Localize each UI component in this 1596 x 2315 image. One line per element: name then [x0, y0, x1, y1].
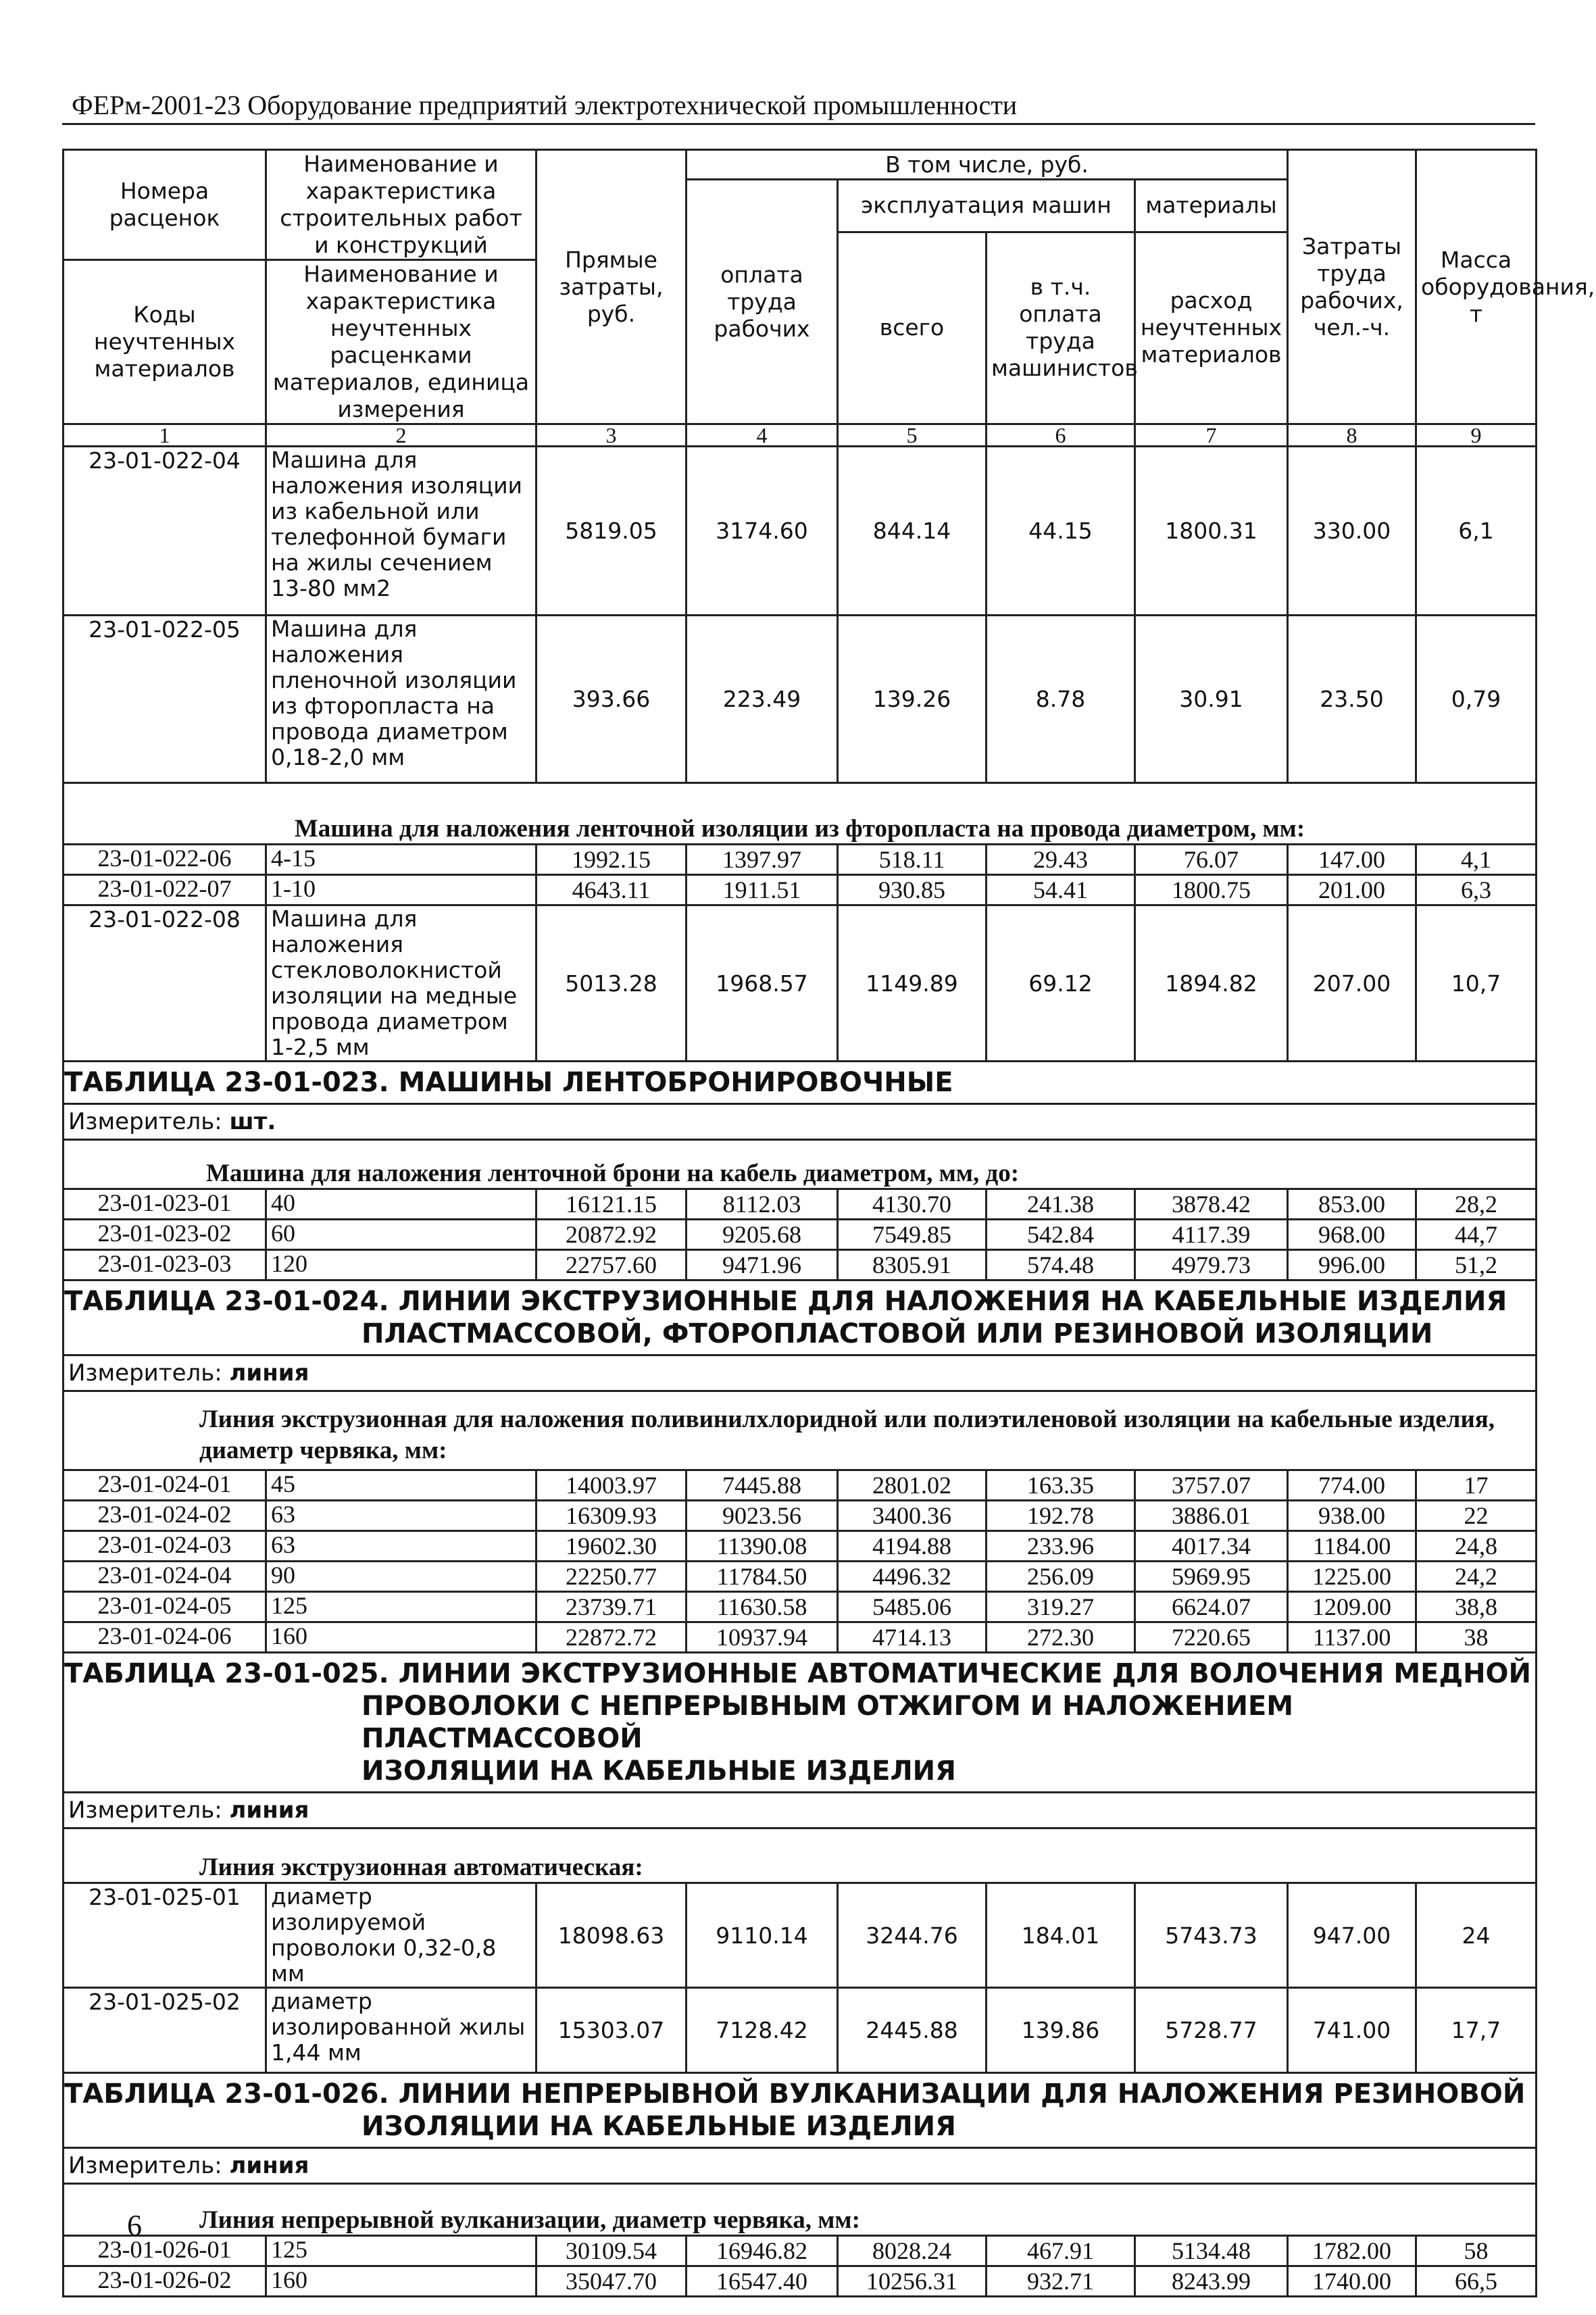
group-subheading: Линия экструзионная для наложения поливинилхлоридной или полиэтиленовой изоляции на кабельные изделия, диаметр червяка, мм: — [64, 1391, 1537, 1470]
worker-pay-value: 9023.56 — [687, 1501, 838, 1531]
unit-row — [64, 1793, 1537, 1828]
work-description: 40 — [266, 1189, 537, 1220]
rate-code: 23-01-022-05 — [64, 616, 266, 783]
operator-pay-value: 272.30 — [987, 1622, 1135, 1653]
work-description: 4-15 — [266, 845, 537, 875]
worker-pay-value: 9471.96 — [687, 1250, 838, 1280]
operator-pay-value: 69.12 — [987, 905, 1135, 1062]
work-description: 90 — [266, 1562, 537, 1592]
rate-code: 23-01-022-07 — [64, 875, 266, 905]
mass-value: 51,2 — [1416, 1250, 1537, 1280]
mass-value: 0,79 — [1416, 616, 1537, 783]
page-number: 6 — [127, 2209, 142, 2242]
rate-code: 23-01-025-01 — [64, 1883, 266, 1988]
head-material-codes: Коды неучтенных материалов — [64, 260, 266, 424]
machines-total-value: 3244.76 — [838, 1883, 987, 1988]
table-row — [64, 1622, 1537, 1653]
labor-hours-value: 1225.00 — [1288, 1562, 1416, 1592]
machines-total-value: 139.26 — [838, 616, 987, 783]
materials-value: 5134.48 — [1135, 2236, 1288, 2266]
operator-pay-value: 241.38 — [987, 1189, 1135, 1220]
materials-value: 1894.82 — [1135, 905, 1288, 1062]
mass-value: 22 — [1416, 1501, 1537, 1531]
group-subheading-row — [64, 1391, 1537, 1470]
work-description: 160 — [266, 1622, 537, 1653]
head-machine-operation: эксплуатация машин — [838, 180, 1135, 232]
unit-value: линия — [229, 1797, 309, 1824]
work-description: 45 — [266, 1470, 537, 1501]
mass-value: 24,8 — [1416, 1531, 1537, 1562]
table-title: ТАБЛИЦА 23-01-023. МАШИНЫ ЛЕНТОБРОНИРОВОЧНЫЕ — [64, 1062, 1537, 1104]
table-row — [64, 845, 1537, 875]
mass-value: 58 — [1416, 2236, 1537, 2266]
machines-total-value: 7549.85 — [838, 1220, 987, 1250]
direct-costs-value: 5013.28 — [537, 905, 687, 1062]
work-description: 63 — [266, 1501, 537, 1531]
mass-value: 6,3 — [1416, 875, 1537, 905]
labor-hours-value: 741.00 — [1288, 1988, 1416, 2073]
operator-pay-value: 256.09 — [987, 1562, 1135, 1592]
operator-pay-value: 54.41 — [987, 875, 1135, 905]
table-row — [64, 1562, 1537, 1592]
table-row — [64, 875, 1537, 905]
head-machines-total: всего — [838, 232, 987, 424]
table-title — [64, 1653, 1537, 1793]
materials-value: 3878.42 — [1135, 1189, 1288, 1220]
machines-total-value: 8028.24 — [838, 2236, 987, 2266]
table-row — [64, 1988, 1537, 2073]
machines-total-value: 4194.88 — [838, 1531, 987, 1562]
materials-value: 7220.65 — [1135, 1622, 1288, 1653]
unit-value: линия — [229, 1360, 309, 1387]
unit-row — [64, 1355, 1537, 1391]
mass-value: 17 — [1416, 1470, 1537, 1501]
mass-value: 10,7 — [1416, 905, 1537, 1062]
unit-line — [64, 1793, 1537, 1828]
worker-pay-value: 223.49 — [687, 616, 838, 783]
price-table — [62, 149, 1595, 2297]
group-subheading: Линия непрерывной вулканизации, диаметр червяка, мм: — [64, 2184, 1537, 2236]
materials-value: 3886.01 — [1135, 1501, 1288, 1531]
operator-pay-value: 139.86 — [987, 1988, 1135, 2073]
labor-hours-value: 774.00 — [1288, 1470, 1416, 1501]
work-description: Машина для наложения стекловолокнистой изоляции на медные провода диаметром 1-2,5 мм — [266, 905, 537, 1062]
header-rule — [62, 123, 1535, 125]
rate-code: 23-01-022-06 — [64, 845, 266, 875]
worker-pay-value: 9110.14 — [687, 1883, 838, 1988]
mass-value: 44,7 — [1416, 1220, 1537, 1250]
direct-costs-value: 16121.15 — [537, 1189, 687, 1220]
operator-pay-value: 574.48 — [987, 1250, 1135, 1280]
table-title-row — [64, 2073, 1537, 2148]
mass-value: 4,1 — [1416, 845, 1537, 875]
operator-pay-value: 319.27 — [987, 1592, 1135, 1622]
worker-pay-value: 1397.97 — [687, 845, 838, 875]
rate-code: 23-01-026-02 — [64, 2266, 266, 2297]
table-row — [64, 1883, 1537, 1988]
materials-value: 76.07 — [1135, 845, 1288, 875]
head-row-1 — [64, 150, 1537, 180]
rate-code: 23-01-024-06 — [64, 1622, 266, 1653]
head-operator-pay: в т.ч. оплата труда машинистов — [987, 232, 1135, 424]
head-unaccounted-materials: расход неучтенных материалов — [1135, 232, 1288, 424]
group-subheading: Машина для наложения ленточной изоляции из фторопласта на провода диаметром, мм: — [64, 783, 1537, 845]
rate-code: 23-01-023-03 — [64, 1250, 266, 1280]
head-work-name: Наименование и характеристика строительных работ и конструкций — [266, 150, 537, 260]
labor-hours-value: 201.00 — [1288, 875, 1416, 905]
direct-costs-value: 15303.07 — [537, 1988, 687, 2073]
machines-total-value: 2445.88 — [838, 1988, 987, 2073]
work-description: 1-10 — [266, 875, 537, 905]
labor-hours-value: 330.00 — [1288, 447, 1416, 616]
worker-pay-value: 1968.57 — [687, 905, 838, 1062]
direct-costs-value: 18098.63 — [537, 1883, 687, 1988]
work-description: 60 — [266, 1220, 537, 1250]
rate-code: 23-01-025-02 — [64, 1988, 266, 2073]
unit-label: Измеритель: — [68, 1108, 222, 1135]
labor-hours-value: 147.00 — [1288, 845, 1416, 875]
direct-costs-value: 20872.92 — [537, 1220, 687, 1250]
labor-hours-value: 1740.00 — [1288, 2266, 1416, 2297]
column-number: 5 — [838, 424, 987, 447]
labor-hours-value: 947.00 — [1288, 1883, 1416, 1988]
column-number: 6 — [987, 424, 1135, 447]
work-description: Машина для наложения пленочной изоляции из фторопласта на провода диаметром 0,18-2,0 мм — [266, 616, 537, 783]
direct-costs-value: 5819.05 — [537, 447, 687, 616]
head-rate-numbers: Номера расценок — [64, 150, 266, 260]
work-description: диаметр изолируемой проволоки 0,32-0,8 мм — [266, 1883, 537, 1988]
machines-total-value: 4130.70 — [838, 1189, 987, 1220]
group-subheading-row — [64, 783, 1537, 845]
direct-costs-value: 16309.93 — [537, 1501, 687, 1531]
worker-pay-value: 9205.68 — [687, 1220, 838, 1250]
machines-total-value: 8305.91 — [838, 1250, 987, 1280]
table-title-row — [64, 1280, 1537, 1355]
materials-value: 4017.34 — [1135, 1531, 1288, 1562]
table-title-row — [64, 1062, 1537, 1104]
head-worker-pay: оплата труда рабочих — [687, 180, 838, 424]
mass-value: 38,8 — [1416, 1592, 1537, 1622]
work-description: Машина для наложения изоляции из кабельной или телефонной бумаги на жилы сечением 13-80 мм2 — [266, 447, 537, 616]
materials-value: 8243.99 — [1135, 2266, 1288, 2297]
head-direct-costs: Прямые затраты, руб. — [537, 150, 687, 424]
column-number: 2 — [266, 424, 537, 447]
table-row — [64, 1470, 1537, 1501]
operator-pay-value: 192.78 — [987, 1501, 1135, 1531]
head-material-name: Наименование и характеристика неучтенных расценками материалов, единица измерения — [266, 260, 537, 424]
machines-total-value: 518.11 — [838, 845, 987, 875]
running-header: ФЕРм-2001-23 Оборудование предприятий электротехнической промышленности — [72, 90, 1018, 120]
rate-code: 23-01-024-03 — [64, 1531, 266, 1562]
direct-costs-value: 35047.70 — [537, 2266, 687, 2297]
labor-hours-value: 938.00 — [1288, 1501, 1416, 1531]
table-title-row — [64, 1653, 1537, 1793]
head-equipment-mass: Масса оборудования, т — [1416, 150, 1537, 424]
mass-value: 24,2 — [1416, 1562, 1537, 1592]
mass-value: 6,1 — [1416, 447, 1537, 616]
head-including: В том числе, руб. — [687, 150, 1288, 180]
labor-hours-value: 1782.00 — [1288, 2236, 1416, 2266]
machines-total-value: 2801.02 — [838, 1470, 987, 1501]
direct-costs-value: 4643.11 — [537, 875, 687, 905]
column-number: 4 — [687, 424, 838, 447]
labor-hours-value: 207.00 — [1288, 905, 1416, 1062]
materials-value: 1800.75 — [1135, 875, 1288, 905]
worker-pay-value: 10937.94 — [687, 1622, 838, 1653]
materials-value: 4117.39 — [1135, 1220, 1288, 1250]
document-page — [62, 0, 1595, 2315]
materials-value: 5728.77 — [1135, 1988, 1288, 2073]
group-subheading-row — [64, 2184, 1537, 2236]
machines-total-value: 4714.13 — [838, 1622, 987, 1653]
direct-costs-value: 30109.54 — [537, 2236, 687, 2266]
work-description: 125 — [266, 1592, 537, 1622]
machines-total-value: 10256.31 — [838, 2266, 987, 2297]
worker-pay-value: 11630.58 — [687, 1592, 838, 1622]
table-title — [64, 2073, 1537, 2148]
table-row — [64, 905, 1537, 1062]
table-row — [64, 1189, 1537, 1220]
operator-pay-value: 163.35 — [987, 1470, 1135, 1501]
rate-code: 23-01-024-01 — [64, 1470, 266, 1501]
machines-total-value: 3400.36 — [838, 1501, 987, 1531]
labor-hours-value: 1209.00 — [1288, 1592, 1416, 1622]
work-description: диаметр изолированной жилы 1,44 мм — [266, 1988, 537, 2073]
operator-pay-value: 29.43 — [987, 845, 1135, 875]
materials-value: 1800.31 — [1135, 447, 1288, 616]
unit-label: Измеритель: — [68, 1360, 222, 1387]
group-subheading: Машина для наложения ленточной брони на кабель диаметром, мм, до: — [64, 1140, 1537, 1189]
operator-pay-value: 542.84 — [987, 1220, 1135, 1250]
rate-code: 23-01-024-05 — [64, 1592, 266, 1622]
direct-costs-value: 23739.71 — [537, 1592, 687, 1622]
work-description: 63 — [266, 1531, 537, 1562]
worker-pay-value: 11390.08 — [687, 1531, 838, 1562]
table-row — [64, 1250, 1537, 1280]
mass-value: 17,7 — [1416, 1988, 1537, 2073]
group-subheading-row — [64, 1140, 1537, 1189]
column-number-row — [64, 424, 1537, 447]
materials-value: 5969.95 — [1135, 1562, 1288, 1592]
unit-line — [64, 1355, 1537, 1391]
table-title-line: ТАБЛИЦА 23-01-024. ЛИНИИ ЭКСТРУЗИОННЫЕ ДЛЯ НАЛОЖЕНИЯ НА КАБЕЛЬНЫЕ ИЗДЕЛИЯ — [64, 1286, 1507, 1317]
worker-pay-value: 11784.50 — [687, 1562, 838, 1592]
unit-line — [64, 2148, 1537, 2184]
table-row — [64, 2266, 1537, 2297]
operator-pay-value: 467.91 — [987, 2236, 1135, 2266]
group-subheading: Линия экструзионная автоматическая: — [64, 1828, 1537, 1883]
worker-pay-value: 16547.40 — [687, 2266, 838, 2297]
unit-value: линия — [229, 2152, 309, 2179]
head-labor-hours: Затраты труда рабочих, чел.-ч. — [1288, 150, 1416, 424]
table-row — [64, 447, 1537, 616]
worker-pay-value: 16946.82 — [687, 2236, 838, 2266]
operator-pay-value: 184.01 — [987, 1883, 1135, 1988]
column-number: 7 — [1135, 424, 1288, 447]
work-description: 120 — [266, 1250, 537, 1280]
unit-label: Измеритель: — [68, 2152, 222, 2179]
materials-value: 4979.73 — [1135, 1250, 1288, 1280]
rate-code: 23-01-023-02 — [64, 1220, 266, 1250]
column-number: 3 — [537, 424, 687, 447]
rate-code: 23-01-026-01 — [64, 2236, 266, 2266]
mass-value: 66,5 — [1416, 2266, 1537, 2297]
machines-total-value: 1149.89 — [838, 905, 987, 1062]
table-title — [64, 1280, 1537, 1355]
labor-hours-value: 853.00 — [1288, 1189, 1416, 1220]
labor-hours-value: 1137.00 — [1288, 1622, 1416, 1653]
labor-hours-value: 23.50 — [1288, 616, 1416, 783]
direct-costs-value: 22250.77 — [537, 1562, 687, 1592]
table-title-line: ТАБЛИЦА 23-01-025. ЛИНИИ ЭКСТРУЗИОННЫЕ АВТОМАТИЧЕСКИЕ ДЛЯ ВОЛОЧЕНИЯ МЕДНОЙ — [64, 1658, 1532, 1689]
rate-code: 23-01-024-04 — [64, 1562, 266, 1592]
direct-costs-value: 393.66 — [537, 616, 687, 783]
labor-hours-value: 996.00 — [1288, 1250, 1416, 1280]
mass-value: 24 — [1416, 1883, 1537, 1988]
table-title-line: ИЗОЛЯЦИИ НА КАБЕЛЬНЫЕ ИЗДЕЛИЯ — [361, 1756, 956, 1787]
unit-row — [64, 1104, 1537, 1140]
worker-pay-value: 7445.88 — [687, 1470, 838, 1501]
table-title-line: ПРОВОЛОКИ С НЕПРЕРЫВНЫМ ОТЖИГОМ И НАЛОЖЕНИЕМ ПЛАСТМАССОВОЙ — [361, 1691, 1294, 1754]
table-row — [64, 1592, 1537, 1622]
unit-row — [64, 2148, 1537, 2184]
materials-value: 30.91 — [1135, 616, 1288, 783]
machines-total-value: 930.85 — [838, 875, 987, 905]
direct-costs-value: 14003.97 — [537, 1470, 687, 1501]
rate-code: 23-01-022-08 — [64, 905, 266, 1062]
mass-value: 28,2 — [1416, 1189, 1537, 1220]
table-row — [64, 616, 1537, 783]
labor-hours-value: 968.00 — [1288, 1220, 1416, 1250]
unit-label: Измеритель: — [68, 1797, 222, 1824]
materials-value: 5743.73 — [1135, 1883, 1288, 1988]
worker-pay-value: 8112.03 — [687, 1189, 838, 1220]
group-subheading-row — [64, 1828, 1537, 1883]
table-title-line: ТАБЛИЦА 23-01-026. ЛИНИИ НЕПРЕРЫВНОЙ ВУЛКАНИЗАЦИИ ДЛЯ НАЛОЖЕНИЯ РЕЗИНОВОЙ — [64, 2078, 1526, 2110]
head-materials: материалы — [1135, 180, 1288, 232]
table-row — [64, 1220, 1537, 1250]
direct-costs-value: 19602.30 — [537, 1531, 687, 1562]
table-row — [64, 1531, 1537, 1562]
worker-pay-value: 7128.42 — [687, 1988, 838, 2073]
unit-line — [64, 1104, 1537, 1140]
operator-pay-value: 233.96 — [987, 1531, 1135, 1562]
materials-value: 6624.07 — [1135, 1592, 1288, 1622]
work-description: 125 — [266, 2236, 537, 2266]
rate-code: 23-01-023-01 — [64, 1189, 266, 1220]
rate-code: 23-01-024-02 — [64, 1501, 266, 1531]
worker-pay-value: 1911.51 — [687, 875, 838, 905]
operator-pay-value: 8.78 — [987, 616, 1135, 783]
unit-value: шт. — [229, 1108, 276, 1135]
machines-total-value: 4496.32 — [838, 1562, 987, 1592]
operator-pay-value: 44.15 — [987, 447, 1135, 616]
column-number: 9 — [1416, 424, 1537, 447]
operator-pay-value: 932.71 — [987, 2266, 1135, 2297]
column-number: 8 — [1288, 424, 1416, 447]
table-title-line: ИЗОЛЯЦИИ НА КАБЕЛЬНЫЕ ИЗДЕЛИЯ — [361, 2111, 956, 2142]
table-row — [64, 2236, 1537, 2266]
direct-costs-value: 22872.72 — [537, 1622, 687, 1653]
direct-costs-value: 22757.60 — [537, 1250, 687, 1280]
mass-value: 38 — [1416, 1622, 1537, 1653]
materials-value: 3757.07 — [1135, 1470, 1288, 1501]
table-title-line: ПЛАСТМАССОВОЙ, ФТОРОПЛАСТОВОЙ ИЛИ РЕЗИНОВОЙ ИЗОЛЯЦИИ — [361, 1318, 1433, 1349]
direct-costs-value: 1992.15 — [537, 845, 687, 875]
table-row — [64, 1501, 1537, 1531]
labor-hours-value: 1184.00 — [1288, 1531, 1416, 1562]
machines-total-value: 844.14 — [838, 447, 987, 616]
rate-code: 23-01-022-04 — [64, 447, 266, 616]
column-number: 1 — [64, 424, 266, 447]
worker-pay-value: 3174.60 — [687, 447, 838, 616]
work-description: 160 — [266, 2266, 537, 2297]
machines-total-value: 5485.06 — [838, 1592, 987, 1622]
